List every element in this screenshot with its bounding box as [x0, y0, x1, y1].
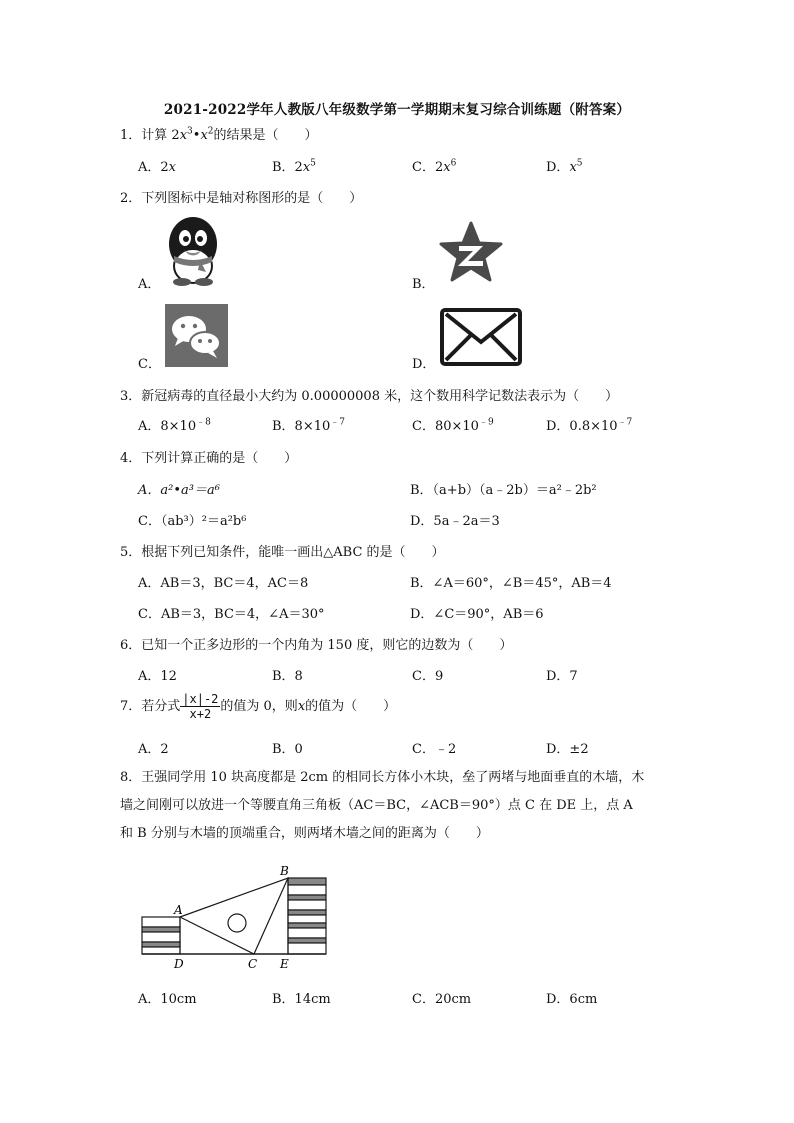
q6-options — [138, 665, 738, 685]
page-title: 2021-2022学年人教版八年级数学第一学期期末复习综合训练题（附答案） — [163, 102, 631, 118]
q1-text: 1．计算 2 — [120, 128, 180, 143]
q3-options — [138, 415, 738, 435]
penguin-icon — [162, 216, 224, 286]
q2-option-b: B． — [412, 277, 435, 292]
q6-option-b: B．8 — [272, 669, 303, 684]
question-4: 4．下列计算正确的是（ ） — [120, 451, 298, 466]
label-d: D — [174, 957, 184, 971]
question-1 — [120, 124, 318, 143]
question-6: 6．已知一个正多边形的一个内角为 150 度，则它的边数为（ ） — [120, 638, 513, 653]
triangle-ruler — [180, 878, 288, 954]
q4-options-row1 — [138, 479, 738, 499]
q8-option-b: B．14cm — [272, 992, 331, 1007]
q3-option-b: B．$8\times 10^{﹣7}$ — [272, 417, 345, 434]
left-wall — [142, 917, 180, 954]
q8-line: 墙之间刚可以放进一个等腰直角三角板（AC＝BC，∠ACB＝90°）点 C 在 DE 上，点 A — [120, 798, 633, 813]
q1-exp: 2 — [207, 126, 214, 137]
q4-option-d: D．5a﹣2a＝3 — [410, 514, 500, 529]
q7-option-a: A．2 — [138, 742, 169, 757]
q4-options-row2 — [138, 510, 738, 530]
q1-dot: • — [192, 128, 201, 143]
q6-option-a: A．12 — [138, 669, 177, 684]
fraction-denominator: x+2 — [189, 707, 212, 721]
q5-option-c: C．AB＝3，BC＝4，∠A＝30° — [138, 607, 325, 622]
q8-figure — [138, 862, 338, 974]
q1-var: x — [179, 128, 188, 143]
q7-option-c: C．﹣2 — [412, 742, 457, 757]
envelope-icon — [440, 308, 522, 366]
q8-option-d: D．6cm — [546, 992, 598, 1007]
q1-options — [138, 156, 738, 176]
q6-option-c: C．9 — [412, 669, 444, 684]
fraction — [180, 692, 220, 721]
q3-option-a: A．$8\times 10^{﹣8}$ — [138, 417, 211, 434]
q1-text: 的结果是（ ） — [213, 128, 318, 143]
chat-bubbles-icon — [165, 304, 228, 367]
q3-option-c: C．$80\times 10^{﹣9}$ — [412, 417, 494, 434]
q1-option-c: C．$2x^6$ — [412, 158, 457, 175]
q4-option-a: A．a²•a³＝a⁶ — [138, 483, 220, 498]
q2-option-d: D． — [412, 357, 436, 372]
star-z-icon — [438, 221, 504, 285]
right-wall — [288, 878, 326, 954]
q5-option-b: B．∠A＝60°，∠B＝45°，AB＝4 — [410, 576, 612, 591]
fraction-numerator: |x|-2 — [182, 692, 219, 706]
question-5: 5．根据下列已知条件，能唯一画出△ABC 的是（ ） — [120, 545, 445, 560]
question-2: 2．下列图标中是轴对称图形的是（ ） — [120, 191, 363, 206]
q1-option-d: D．$x^5$ — [546, 158, 583, 175]
q5-options-row2 — [138, 603, 738, 623]
q8-line: 8．王强同学用 10 块高度都是 2cm 的相同长方体小木块，垒了两堵与地面垂直的木墙，木 — [120, 770, 645, 785]
label-b: B — [280, 864, 289, 878]
q1-option-a: A．2x — [138, 160, 177, 175]
q6-option-d: D．7 — [546, 669, 578, 684]
label-a: A — [174, 903, 183, 917]
q1-option-b: B．$2x^5$ — [272, 158, 316, 175]
q1-var: x — [200, 128, 208, 143]
q4-option-b: B．（a+b）（a﹣2b）＝a²﹣2b² — [410, 483, 597, 498]
q2-option-c: C． — [138, 357, 161, 372]
question-3: 3．新冠病毒的直径最小大约为 0.00000008 米，这个数用科学记数法表示为（ ） — [120, 389, 619, 404]
q8-line: 和 B 分别与木墙的顶端重合，则两堵木墙之间的距离为（ ） — [120, 826, 489, 841]
question-8 — [120, 764, 680, 848]
q8-option-a: A．10cm — [138, 992, 197, 1007]
q5-option-d: D．∠C＝90°，AB＝6 — [410, 607, 544, 622]
q1-exp: 3 — [187, 126, 193, 137]
q7-option-d: D．±2 — [546, 742, 589, 757]
q5-option-a: A．AB＝3，BC＝4，AC＝8 — [138, 576, 309, 591]
q3-option-d: D．$0.8\times 10^{﹣7}$ — [546, 417, 633, 434]
q7-option-b: B．0 — [272, 742, 303, 757]
q4-option-c: C．（ab³）²＝a²b⁶ — [138, 514, 247, 529]
q7-options — [138, 738, 738, 758]
q8-option-c: C．20cm — [412, 992, 472, 1007]
question-7: 7．若分式 $\frac{|x|-2}{x+2}$ 的值为 0，则x的值为（ ） — [120, 692, 397, 721]
label-c: C — [248, 957, 258, 971]
q2-option-a: A． — [138, 277, 161, 292]
label-e: E — [280, 957, 289, 971]
q5-options-row1 — [138, 572, 738, 592]
q8-options — [138, 988, 738, 1008]
